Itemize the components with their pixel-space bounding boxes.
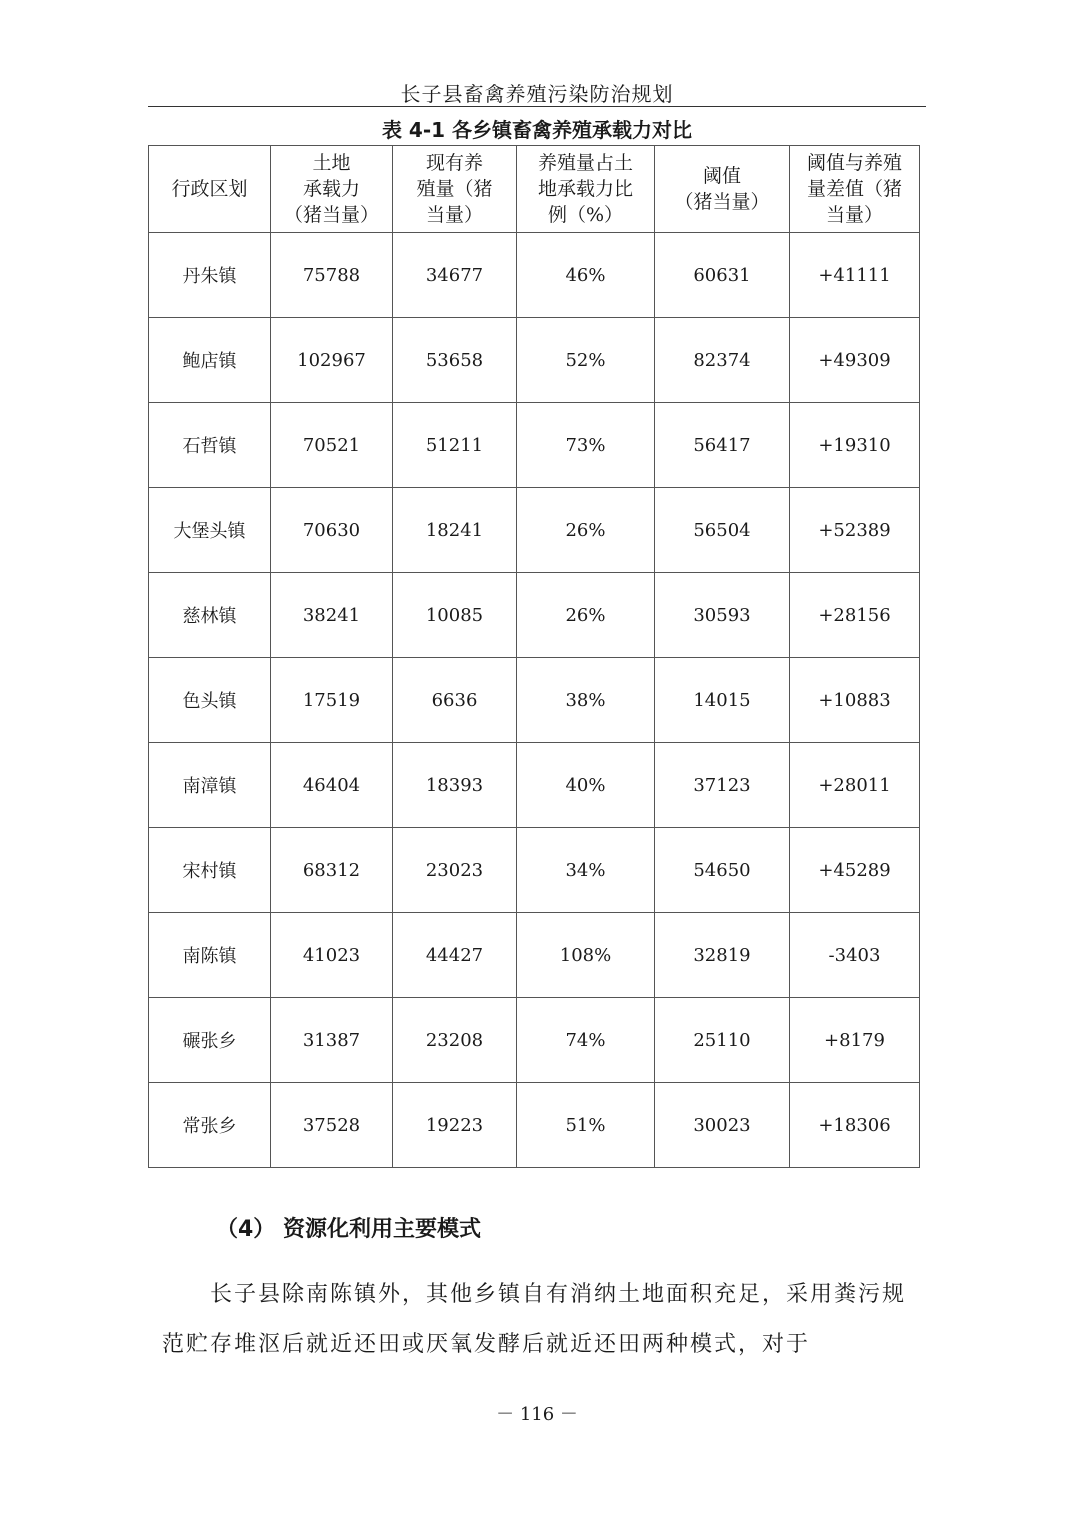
value-cell: 25110 <box>655 998 790 1083</box>
value-cell: 26% <box>517 488 655 573</box>
value-cell: +28011 <box>790 743 920 828</box>
value-cell: 37528 <box>271 1083 393 1168</box>
value-cell: 14015 <box>655 658 790 743</box>
value-cell: +52389 <box>790 488 920 573</box>
value-cell: 54650 <box>655 828 790 913</box>
header-threshold-text: 阈值 （猪当量） <box>674 165 770 213</box>
header-difference <box>790 146 920 233</box>
table-row <box>149 658 920 743</box>
value-cell: 37123 <box>655 743 790 828</box>
header-rule <box>148 106 926 107</box>
district-cell: 丹朱镇 <box>149 233 271 318</box>
value-cell: 23023 <box>393 828 517 913</box>
value-cell: +10883 <box>790 658 920 743</box>
value-cell: 51211 <box>393 403 517 488</box>
district-cell: 色头镇 <box>149 658 271 743</box>
value-cell: 34677 <box>393 233 517 318</box>
value-cell: 52% <box>517 318 655 403</box>
value-cell: 82374 <box>655 318 790 403</box>
district-cell: 慈林镇 <box>149 573 271 658</box>
value-cell: 18241 <box>393 488 517 573</box>
value-cell: 40% <box>517 743 655 828</box>
value-cell: 70630 <box>271 488 393 573</box>
value-cell: 74% <box>517 998 655 1083</box>
value-cell: 46% <box>517 233 655 318</box>
table-row <box>149 743 920 828</box>
value-cell: 108% <box>517 913 655 998</box>
value-cell: 44427 <box>393 913 517 998</box>
table-row <box>149 1083 920 1168</box>
district-cell: 鲍店镇 <box>149 318 271 403</box>
header-difference-text: 阈值与养殖 量差值（猪 当量） <box>806 152 902 226</box>
value-cell: 102967 <box>271 318 393 403</box>
table-header-row <box>149 146 920 233</box>
value-cell: 70521 <box>271 403 393 488</box>
header-ratio-text: 养殖量占土 地承载力比 例（%） <box>537 152 633 226</box>
value-cell: +28156 <box>790 573 920 658</box>
value-cell: 26% <box>517 573 655 658</box>
value-cell: 46404 <box>271 743 393 828</box>
table-caption: 表 4-1 各乡镇畜禽养殖承载力对比 <box>381 118 693 142</box>
district-cell: 宋村镇 <box>149 828 271 913</box>
value-cell: 68312 <box>271 828 393 913</box>
value-cell: +18306 <box>790 1083 920 1168</box>
value-cell: 18393 <box>393 743 517 828</box>
value-cell: 30593 <box>655 573 790 658</box>
value-cell: 53658 <box>393 318 517 403</box>
value-cell: 6636 <box>393 658 517 743</box>
header-ratio <box>517 146 655 233</box>
value-cell: +19310 <box>790 403 920 488</box>
header-land-capacity <box>271 146 393 233</box>
value-cell: 17519 <box>271 658 393 743</box>
district-cell: 碾张乡 <box>149 998 271 1083</box>
running-header: 长子县畜禽养殖污染防治规划 <box>400 82 674 106</box>
district-cell: 南陈镇 <box>149 913 271 998</box>
value-cell: +8179 <box>790 998 920 1083</box>
carrying-capacity-table <box>148 145 920 1168</box>
district-cell: 常张乡 <box>149 1083 271 1168</box>
value-cell: 56417 <box>655 403 790 488</box>
value-cell: 51% <box>517 1083 655 1168</box>
district-cell: 南漳镇 <box>149 743 271 828</box>
body-paragraph: 长子县除南陈镇外，其他乡镇自有消纳土地面积充足，采用粪污规范贮存堆沤后就近还田或厌氧发酵后就近还田两种模式，对于 <box>162 1282 907 1357</box>
table-row <box>149 488 920 573</box>
value-cell: 56504 <box>655 488 790 573</box>
value-cell: 19223 <box>393 1083 517 1168</box>
value-cell: 75788 <box>271 233 393 318</box>
table-row <box>149 318 920 403</box>
value-cell: 34% <box>517 828 655 913</box>
table-row <box>149 998 920 1083</box>
header-land-capacity-text: 土地 承载力 （猪当量） <box>283 152 379 226</box>
value-cell: 60631 <box>655 233 790 318</box>
value-cell: +41111 <box>790 233 920 318</box>
value-cell: +45289 <box>790 828 920 913</box>
header-current-stock-text: 现有养 殖量（猪 当量） <box>416 152 493 226</box>
value-cell: 41023 <box>271 913 393 998</box>
table-row <box>149 573 920 658</box>
value-cell: 31387 <box>271 998 393 1083</box>
table-row <box>149 913 920 998</box>
value-cell: 10085 <box>393 573 517 658</box>
header-current-stock <box>393 146 517 233</box>
page-number: － 116 － <box>496 1404 578 1425</box>
header-district: 行政区划 <box>149 146 271 233</box>
value-cell: 38% <box>517 658 655 743</box>
value-cell: 23208 <box>393 998 517 1083</box>
value-cell: 30023 <box>655 1083 790 1168</box>
district-cell: 石哲镇 <box>149 403 271 488</box>
table-row <box>149 403 920 488</box>
table-row <box>149 828 920 913</box>
header-threshold <box>655 146 790 233</box>
value-cell: 32819 <box>655 913 790 998</box>
district-cell: 大堡头镇 <box>149 488 271 573</box>
section-heading: （4） 资源化利用主要模式 <box>216 1217 481 1242</box>
value-cell: +49309 <box>790 318 920 403</box>
value-cell: 73% <box>517 403 655 488</box>
value-cell: 38241 <box>271 573 393 658</box>
table-row <box>149 233 920 318</box>
value-cell: -3403 <box>790 913 920 998</box>
